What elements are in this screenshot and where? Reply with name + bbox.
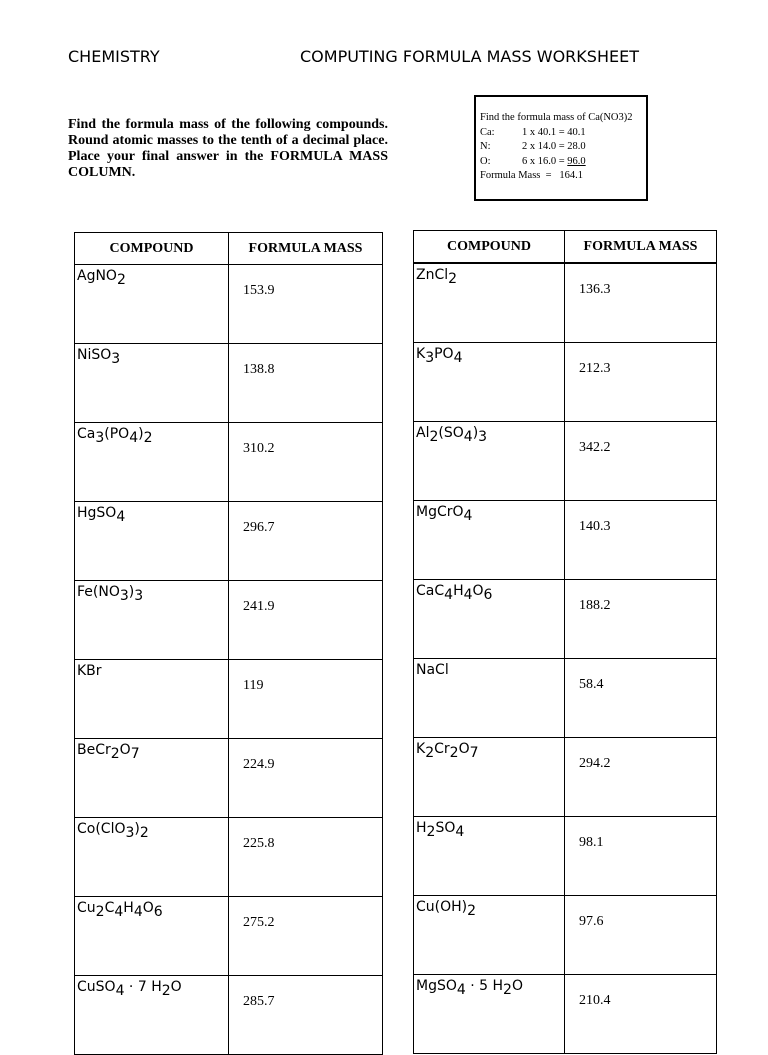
formula-subscript: 4 <box>453 350 463 366</box>
formula-subscript: 2 <box>116 272 126 288</box>
formula-subscript: 4 <box>114 904 124 920</box>
formula-mass-value: 188.2 <box>565 580 717 659</box>
formula-part: HgSO <box>77 505 117 521</box>
formula-part: O <box>472 583 484 599</box>
table-row <box>75 818 383 897</box>
formula-subscript: 4 <box>455 824 465 840</box>
compound-formula <box>75 976 229 1055</box>
formula-part: NiSO <box>77 347 112 363</box>
table-row <box>75 976 383 1055</box>
compound-header: COMPOUND <box>414 231 565 264</box>
formula-mass-value: 310.2 <box>229 423 383 502</box>
formula-mass-value: 98.1 <box>565 817 717 896</box>
formula-subscript: 2 <box>161 983 171 999</box>
formula-subscript: 2 <box>110 746 120 762</box>
formula-subscript: 4 <box>116 509 126 525</box>
formula-part: ) <box>128 584 135 600</box>
formula-mass-value: 296.7 <box>229 502 383 581</box>
example-element: Ca: <box>480 126 495 138</box>
example-title: Find the formula mass of Ca(NO3)2 <box>480 112 633 123</box>
formula-mass-value: 97.6 <box>565 896 717 975</box>
formula-mass-value: 140.3 <box>565 501 717 580</box>
compound-formula <box>75 581 229 660</box>
formula-subscript: 7 <box>130 746 140 762</box>
example-total-value: 164.1 <box>559 170 584 181</box>
formula-part: BeCr <box>77 742 111 758</box>
formula-part: K <box>416 346 426 362</box>
compound-formula <box>75 818 229 897</box>
table-row <box>414 738 717 817</box>
table-row <box>75 897 383 976</box>
formula-part: CuSO <box>77 979 116 995</box>
formula-subscript: 2 <box>467 903 477 919</box>
formula-part: (SO <box>438 425 464 441</box>
formula-part: H <box>416 820 427 836</box>
example-row-o <box>480 155 646 170</box>
formula-part: CaC <box>416 583 445 599</box>
compound-formula <box>414 343 565 422</box>
formula-part: Co(ClO <box>77 821 126 837</box>
formula-part: MgSO <box>416 978 457 994</box>
formula-part: ) <box>138 426 144 442</box>
formula-part: SO <box>435 820 456 836</box>
compound-formula <box>414 580 565 659</box>
compound-formula <box>414 817 565 896</box>
compound-formula <box>75 502 229 581</box>
table-row <box>75 344 383 423</box>
formula-subscript: 2 <box>448 271 458 287</box>
formula-mass-value: 224.9 <box>229 739 383 818</box>
formula-part: O <box>458 741 470 757</box>
formula-part: Ca <box>77 426 96 442</box>
formula-part: O <box>511 978 523 994</box>
example-element: N: <box>480 141 491 152</box>
table-row <box>414 659 717 738</box>
table-row <box>75 581 383 660</box>
compound-header: COMPOUND <box>75 233 229 265</box>
worksheet-title: COMPUTING FORMULA MASS WORKSHEET <box>300 47 639 66</box>
compound-formula <box>414 659 565 738</box>
example-element: O: <box>480 155 491 167</box>
formula-part: O <box>119 742 131 758</box>
formula-mass-value: 136.3 <box>565 263 717 343</box>
formula-mass-header: FORMULA MASS <box>229 233 383 265</box>
table-row <box>75 265 383 344</box>
formula-mass-value: 342.2 <box>565 422 717 501</box>
formula-subscript: 3 <box>478 429 488 445</box>
example-calc: 6 x 16.0 = <box>522 155 568 167</box>
formula-mass-value: 138.8 <box>229 344 383 423</box>
table-row <box>75 660 383 739</box>
formula-part: MgCrO <box>416 504 464 520</box>
table-row <box>414 501 717 580</box>
table-row <box>414 975 717 1054</box>
formula-part: K <box>416 741 426 757</box>
formula-part: NaCl <box>416 662 449 678</box>
formula-mass-value: 212.3 <box>565 343 717 422</box>
formula-mass-value: 225.8 <box>229 818 383 897</box>
formula-mass-value: 210.4 <box>565 975 717 1054</box>
formula-part: C <box>104 900 115 916</box>
formula-part: Cr <box>434 741 450 757</box>
table-row <box>414 343 717 422</box>
formula-subscript: 6 <box>483 587 493 603</box>
formula-subscript: 4 <box>456 982 466 998</box>
formula-part: Fe(NO <box>77 584 120 600</box>
formula-subscript: 7 <box>469 745 479 761</box>
example-calc: 1 x 40.1 = 40.1 <box>522 126 586 138</box>
formula-part: O <box>142 900 154 916</box>
formula-part: Al <box>416 425 430 441</box>
formula-mass-value: 241.9 <box>229 581 383 660</box>
formula-part: ) <box>134 821 140 837</box>
compound-formula <box>75 897 229 976</box>
table-row <box>75 739 383 818</box>
formula-subscript: 3 <box>95 430 105 446</box>
formula-subscript: 2 <box>426 824 436 840</box>
right-compound-table <box>413 230 717 1054</box>
formula-subscript: 2 <box>425 745 435 761</box>
formula-mass-value: 58.4 <box>565 659 717 738</box>
formula-subscript: 6 <box>153 904 163 920</box>
table-row <box>414 817 717 896</box>
table-row <box>414 580 717 659</box>
formula-subscript: 3 <box>119 588 129 604</box>
compound-formula <box>414 975 565 1054</box>
formula-mass-value: 285.7 <box>229 976 383 1055</box>
formula-part: · 7 H <box>124 979 162 995</box>
formula-part: KBr <box>77 663 102 679</box>
formula-subscript: 4 <box>129 430 139 446</box>
example-row-n <box>480 140 646 155</box>
example-total-row <box>480 169 646 184</box>
compound-formula <box>414 738 565 817</box>
formula-subscript: 4 <box>133 904 143 920</box>
compound-formula <box>414 422 565 501</box>
table-row <box>75 423 383 502</box>
compound-formula <box>75 660 229 739</box>
instructions-text: Find the formula mass of the following compounds. Round atomic masses to the tenth of a decimal place. Place your final answer in the FORMULA MASS COLUMN. <box>68 117 388 180</box>
formula-subscript: 2 <box>95 904 105 920</box>
example-calc-underlined: 96.0 <box>567 155 586 167</box>
formula-mass-value: 275.2 <box>229 897 383 976</box>
subject-heading: CHEMISTRY <box>68 47 160 66</box>
left-compound-table <box>74 232 383 1055</box>
formula-part: PO <box>434 346 454 362</box>
formula-subscript: 2 <box>503 982 512 998</box>
formula-part: H <box>453 583 464 599</box>
formula-mass-value: 119 <box>229 660 383 739</box>
formula-part: ) <box>472 425 479 441</box>
formula-part: H <box>123 900 134 916</box>
table-row <box>414 263 717 343</box>
example-row-ca <box>480 126 646 141</box>
table-row <box>75 502 383 581</box>
formula-subscript: 2 <box>429 429 439 445</box>
formula-subscript: 2 <box>139 825 149 841</box>
example-total-label: Formula Mass = <box>480 170 552 181</box>
table-row <box>414 422 717 501</box>
compound-formula <box>414 501 565 580</box>
compound-formula <box>414 896 565 975</box>
compound-formula <box>414 263 565 343</box>
formula-part: ZnCl <box>416 267 449 283</box>
compound-formula <box>75 265 229 344</box>
formula-subscript: 3 <box>425 350 435 366</box>
compound-formula <box>75 739 229 818</box>
formula-subscript: 3 <box>125 825 135 841</box>
formula-subscript: 4 <box>463 429 473 445</box>
formula-mass-header: FORMULA MASS <box>565 231 717 264</box>
formula-subscript: 2 <box>143 430 153 446</box>
formula-subscript: 4 <box>463 587 473 603</box>
formula-part: · 5 H <box>465 978 504 994</box>
example-box <box>474 95 648 201</box>
formula-part: Cu(OH) <box>416 899 468 915</box>
formula-part: AgNO <box>77 268 117 284</box>
formula-part: (PO <box>104 426 130 442</box>
example-calc: 2 x 14.0 = 28.0 <box>522 141 586 152</box>
formula-subscript: 4 <box>463 508 473 524</box>
formula-subscript: 2 <box>449 745 459 761</box>
formula-subscript: 3 <box>134 588 144 604</box>
formula-mass-value: 294.2 <box>565 738 717 817</box>
formula-subscript: 4 <box>444 587 454 603</box>
formula-subscript: 3 <box>111 351 121 367</box>
compound-formula <box>75 344 229 423</box>
formula-part: Cu <box>77 900 96 916</box>
compound-formula <box>75 423 229 502</box>
formula-subscript: 4 <box>115 983 125 999</box>
formula-mass-value: 153.9 <box>229 265 383 344</box>
formula-part: O <box>170 979 182 995</box>
table-row <box>414 896 717 975</box>
